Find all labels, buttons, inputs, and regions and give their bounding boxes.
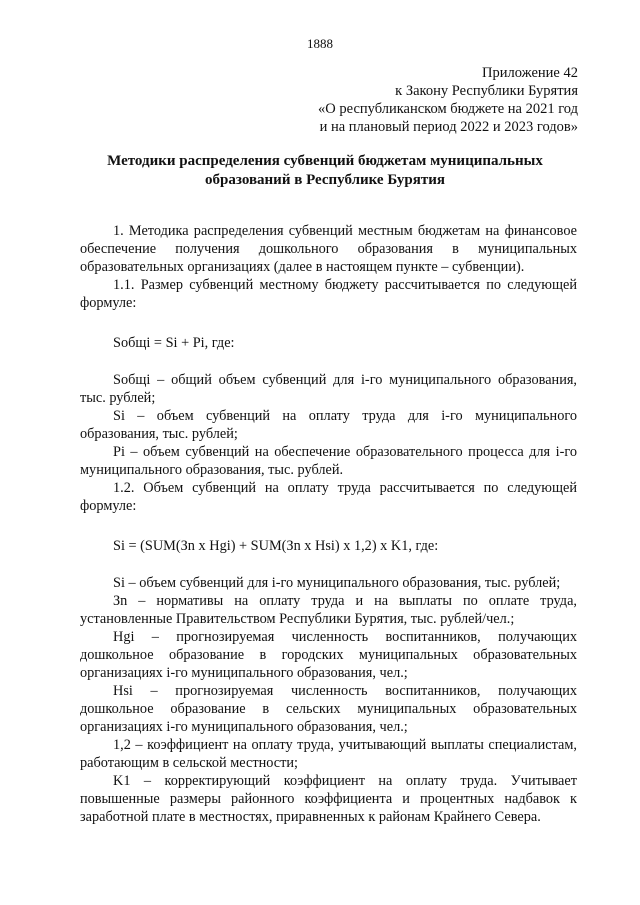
appendix-line-1: Приложение 42 [482, 65, 578, 81]
paragraph: Sобщi – общий объем субвенций для i-го муниципального образования, тыс. рублей; [80, 372, 577, 406]
paragraph: 1,2 – коэффициент на оплату труда, учитывающий выплаты специалистам, работающим в сельской местности; [80, 737, 577, 771]
paragraph: K1 – корректирующий коэффициент на оплату труда. Учитывает повышенные размеры районного коэффициента и процентных надбавок к заработной плате в местностях, приравненных к районам Крайнего Севера. [80, 773, 577, 825]
paragraph: Hgi – прогнозируемая численность воспитанников, получающих дошкольное образование в городских муниципальных образовательных организациях i-го муниципального образования, чел.; [80, 629, 577, 681]
paragraph: 1.1. Размер субвенций местному бюджету рассчитывается по следующей формуле: [80, 277, 577, 311]
document-body [80, 222, 577, 826]
paragraph: Pi – объем субвенций на обеспечение образовательного процесса для i-го муниципального образования, тыс. рублей. [80, 444, 577, 478]
paragraph: 1.2. Объем субвенций на оплату труда рассчитывается по следующей формуле: [80, 480, 577, 514]
paragraph: 1. Методика распределения субвенций местным бюджетам на финансовое обеспечение получения дошкольного образования в муниципальных образовательных организациях (далее в настоящем пункте – субвенции). [80, 223, 577, 275]
formula: Si = (SUM(Зn x Hgi) + SUM(Зn x Hsi) x 1,2) x K1, где: [113, 538, 439, 554]
page-number: 1888 [307, 36, 333, 51]
paragraph: Si – объем субвенций для i-го муниципального образования, тыс. рублей; [113, 575, 561, 591]
paragraph: Si – объем субвенций на оплату труда для i-го муниципального образования, тыс. рублей; [80, 408, 577, 442]
paragraph: Hsi – прогнозируемая численность воспитанников, получающих дошкольное образование в сельских муниципальных образовательных организациях i-го муниципального образования, чел.; [80, 683, 577, 735]
formula: Sобщi = Si + Pi, где: [113, 335, 235, 351]
document-title [80, 152, 570, 190]
appendix-line-2: к Закону Республики Бурятия [395, 83, 578, 99]
title-line-2: образований в Республике Бурятия [205, 172, 445, 188]
paragraph: Зn – нормативы на оплату труда и на выплаты по оплате труда, установленные Правительством Республики Бурятия, тыс. рублей/чел.; [80, 593, 577, 627]
title-line-1: Методики распределения субвенций бюджетам муниципальных [107, 153, 543, 169]
appendix-line-3: «О республиканском бюджете на 2021 год [318, 101, 578, 117]
appendix-header [318, 64, 578, 136]
appendix-line-4: и на плановый период 2022 и 2023 годов» [319, 119, 578, 135]
